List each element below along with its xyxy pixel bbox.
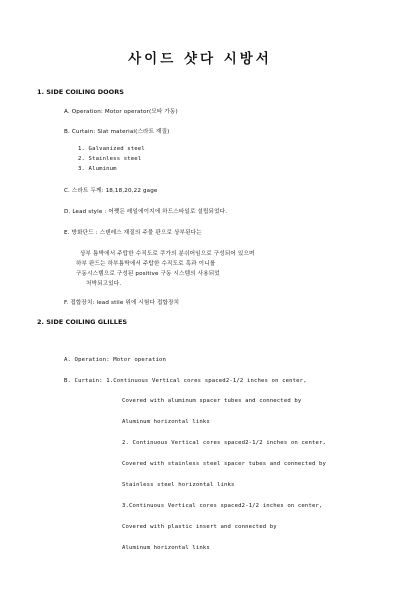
section-2-curtain-line: Covered with aluminum spacer tubes and connected by	[122, 398, 302, 404]
section-1-e-detail-line: 처박되고있다.	[86, 281, 122, 287]
section-2-curtain-line: Aluminum horizontal links	[122, 419, 210, 425]
section-1-e-detail-line: 구동시스템으로 구성된 positive 구동 시스템의 사용되었	[76, 271, 220, 277]
section-2-curtain-line: 2. Continuous Vertical cores spaced2-1/2 inches on center,	[122, 440, 327, 446]
material-item: 2. Stainless steel	[78, 156, 142, 162]
section-1-item-a: A. Operation: Motor operator(모타 가동)	[64, 109, 178, 115]
section-2-curtain-line: Aluminum horizontal links	[122, 545, 210, 551]
section-1-item-d: D. Lead style : 어쨋든 레일에이지에 하드스타일로 설립되었다.	[64, 209, 228, 215]
section-1-item-b: B. Curtain: Slat material(스라트 재질)	[64, 129, 170, 135]
section-2-curtain-line: Stainless steel horizontal links	[122, 482, 235, 488]
section-2-item-a: A. Operation: Motor operation	[64, 357, 167, 363]
section-1-item-e: E. 방화단드 : 스텐레스 재질의 주물 판으로 상부된다는	[64, 230, 202, 236]
section-2-curtain-line: Covered with stainless steel spacer tubes and connected by	[122, 461, 327, 467]
section-1-e-detail-line: 상부 틈박에서 주탑한 수직도로 쿠가의 분쉬어임으로 구성되어 있으며	[80, 251, 255, 257]
document-title: 사이드 샷다 시방서	[128, 51, 272, 67]
section-1-e-detail-line: 하부 판드는 하부틈박에서 주탑한 수직도로 혹과 이니를	[76, 261, 216, 267]
section-2-curtain-line: Covered with plastic insert and connected by	[122, 524, 277, 530]
section-2-heading: 2. SIDE COILING GLILLES	[37, 318, 128, 326]
section-2-curtain-line: 3.Continuous Vertical cores spaced2-1/2 inches on center,	[122, 503, 323, 509]
section-1-heading: 1. SIDE COILING DOORS	[37, 88, 124, 96]
material-item: 1. Galvanized steel	[78, 146, 145, 152]
material-item: 3. Aluminum	[78, 166, 117, 172]
section-2-curtain-line: B. Curtain: 1.Continuous Vertical cores spaced2-1/2 inches on center,	[64, 378, 307, 384]
section-1-item-f: F. 접합장치: lead stile 위에 시험다 접합장치	[64, 300, 180, 306]
section-1-item-c: C. 스라트 두께: 18,18,20,22 gage	[64, 188, 158, 194]
